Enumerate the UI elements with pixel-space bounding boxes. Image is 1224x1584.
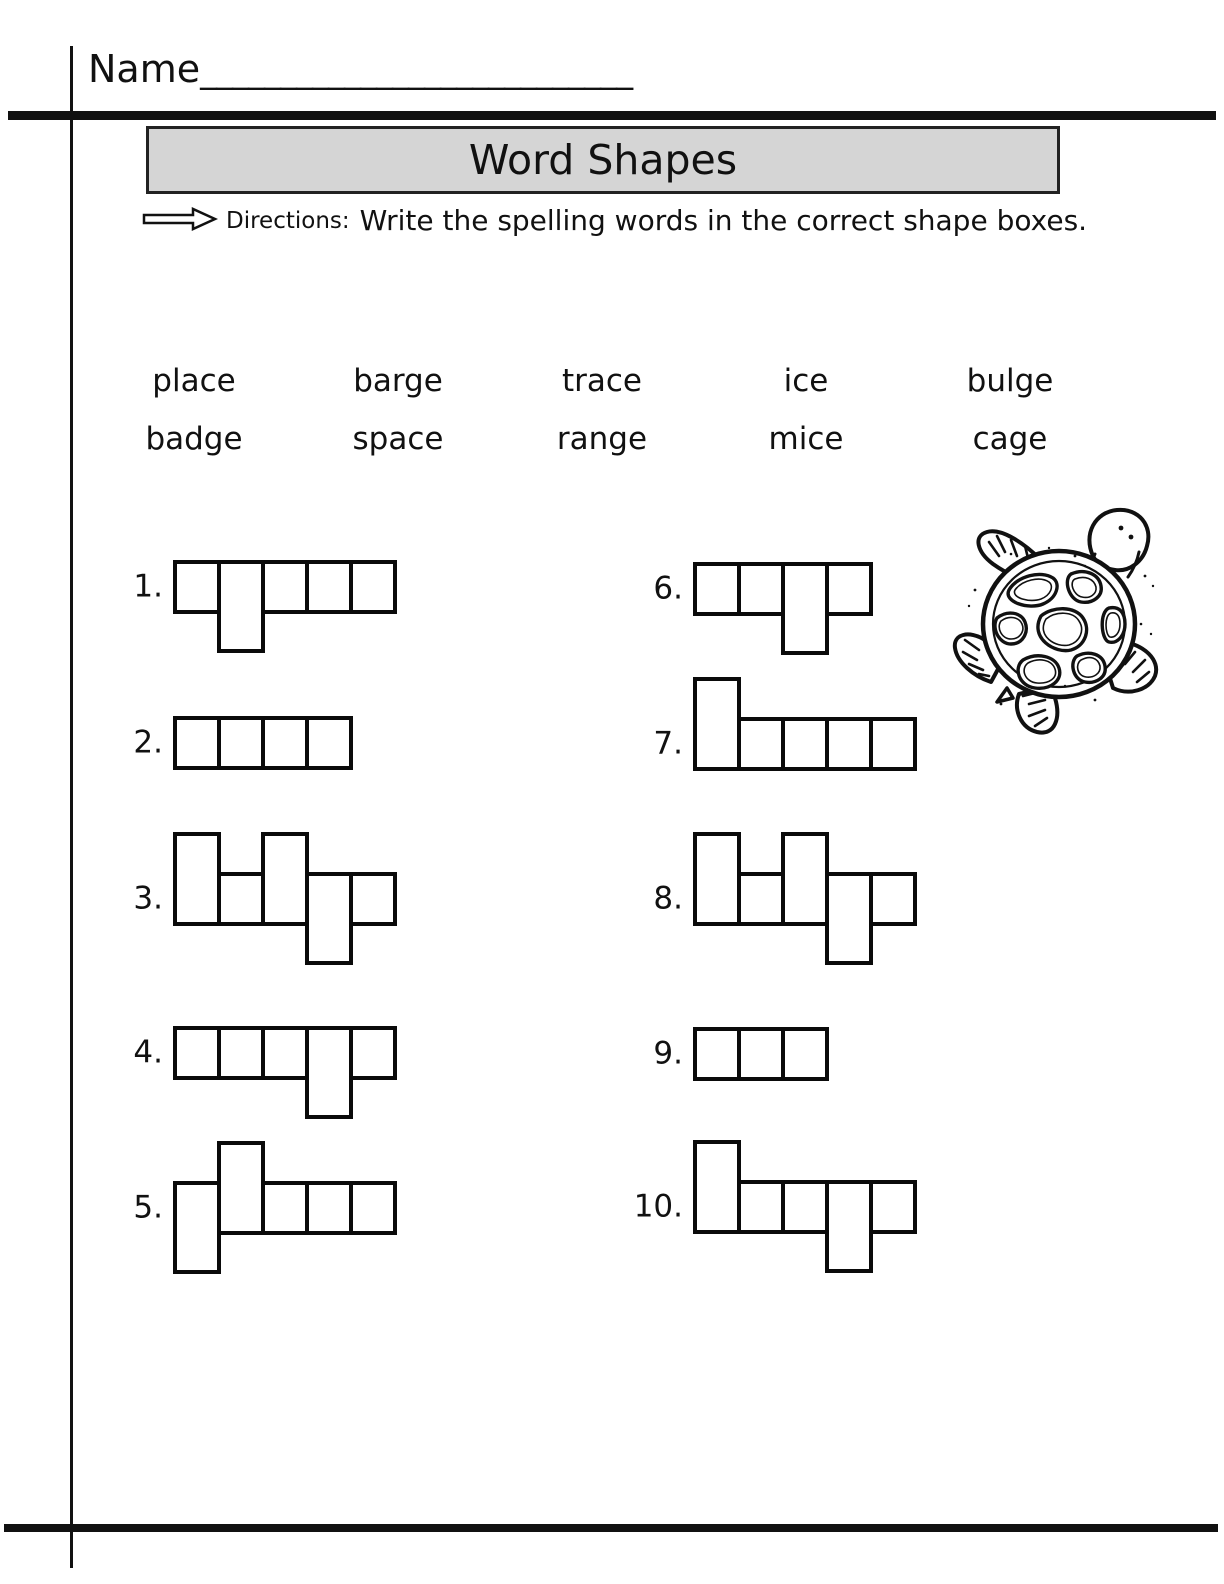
letter-box[interactable] <box>781 1027 829 1081</box>
shape-number: 7. <box>653 725 683 762</box>
letter-box[interactable] <box>869 872 917 926</box>
letter-box[interactable] <box>261 1181 309 1235</box>
word-bank-word: place <box>152 363 236 399</box>
shape-number: 8. <box>653 880 683 917</box>
letter-box[interactable] <box>869 717 917 771</box>
letter-box[interactable] <box>693 562 741 616</box>
letter-box[interactable] <box>693 677 741 771</box>
letter-box[interactable] <box>693 832 741 926</box>
shape-number: 4. <box>133 1034 163 1071</box>
letter-box[interactable] <box>173 716 221 770</box>
letter-box[interactable] <box>305 716 353 770</box>
directions-text: Write the spelling words in the correct shape boxes. <box>359 204 1088 237</box>
letter-box[interactable] <box>305 1181 353 1235</box>
shape-number: 10. <box>633 1188 683 1225</box>
word-bank <box>92 352 1112 468</box>
letter-box[interactable] <box>349 1181 397 1235</box>
word-bank-word: barge <box>353 363 443 399</box>
letter-box[interactable] <box>737 872 785 926</box>
title-box <box>146 126 1060 194</box>
letter-box[interactable] <box>217 1026 265 1080</box>
word-bank-word: space <box>352 421 444 457</box>
letter-box[interactable] <box>825 562 873 616</box>
word-bank-word: trace <box>561 363 642 399</box>
letter-box[interactable] <box>261 560 309 614</box>
letter-box[interactable] <box>781 562 829 655</box>
letter-box[interactable] <box>173 560 221 614</box>
letter-box[interactable] <box>781 832 829 926</box>
turtle-illustration <box>945 490 1173 742</box>
word-bank-word: ice <box>783 363 829 399</box>
letter-box[interactable] <box>737 1027 785 1081</box>
word-bank-word: cage <box>972 421 1048 457</box>
shape-number: 9. <box>653 1035 683 1072</box>
name-label: Name <box>88 47 201 91</box>
name-row <box>88 48 632 92</box>
letter-box[interactable] <box>825 872 873 965</box>
shape-number: 3. <box>133 880 163 917</box>
letter-box[interactable] <box>825 1180 873 1273</box>
top-rule-line <box>8 111 1216 120</box>
letter-box[interactable] <box>217 560 265 653</box>
shape-number: 2. <box>133 724 163 761</box>
letter-box[interactable] <box>781 717 829 771</box>
letter-box[interactable] <box>173 832 221 926</box>
shape-number: 6. <box>653 570 683 607</box>
word-bank-word: mice <box>768 421 844 457</box>
word-bank-word: badge <box>145 421 243 457</box>
bottom-rule-line <box>4 1524 1218 1532</box>
word-bank-word: range <box>556 421 648 457</box>
letter-box[interactable] <box>261 832 309 926</box>
letter-box[interactable] <box>869 1180 917 1234</box>
letter-box[interactable] <box>305 872 353 965</box>
letter-box[interactable] <box>217 716 265 770</box>
letter-box[interactable] <box>217 872 265 926</box>
directions-row <box>142 204 1087 237</box>
letter-box[interactable] <box>349 872 397 926</box>
letter-box[interactable] <box>173 1181 221 1274</box>
letter-box[interactable] <box>173 1026 221 1080</box>
directions-label: Directions: <box>226 207 350 234</box>
letter-box[interactable] <box>737 1180 785 1234</box>
shape-number: 5. <box>133 1189 163 1226</box>
letter-box[interactable] <box>305 1026 353 1119</box>
letter-box[interactable] <box>261 716 309 770</box>
letter-box[interactable] <box>737 562 785 616</box>
letter-box[interactable] <box>737 717 785 771</box>
letter-box[interactable] <box>693 1140 741 1234</box>
letter-box[interactable] <box>261 1026 309 1080</box>
shape-number: 1. <box>133 568 163 605</box>
letter-box[interactable] <box>217 1141 265 1235</box>
letter-box[interactable] <box>305 560 353 614</box>
letter-box[interactable] <box>781 1180 829 1234</box>
left-margin-line <box>70 46 73 1568</box>
page-title: Word Shapes <box>468 136 738 184</box>
letter-box[interactable] <box>693 1027 741 1081</box>
name-blank-line[interactable]: ___________________________ <box>200 51 633 91</box>
letter-box[interactable] <box>825 717 873 771</box>
word-bank-word: bulge <box>966 363 1054 399</box>
directions-arrow-icon <box>142 205 218 237</box>
letter-box[interactable] <box>349 1026 397 1080</box>
letter-box[interactable] <box>349 560 397 614</box>
